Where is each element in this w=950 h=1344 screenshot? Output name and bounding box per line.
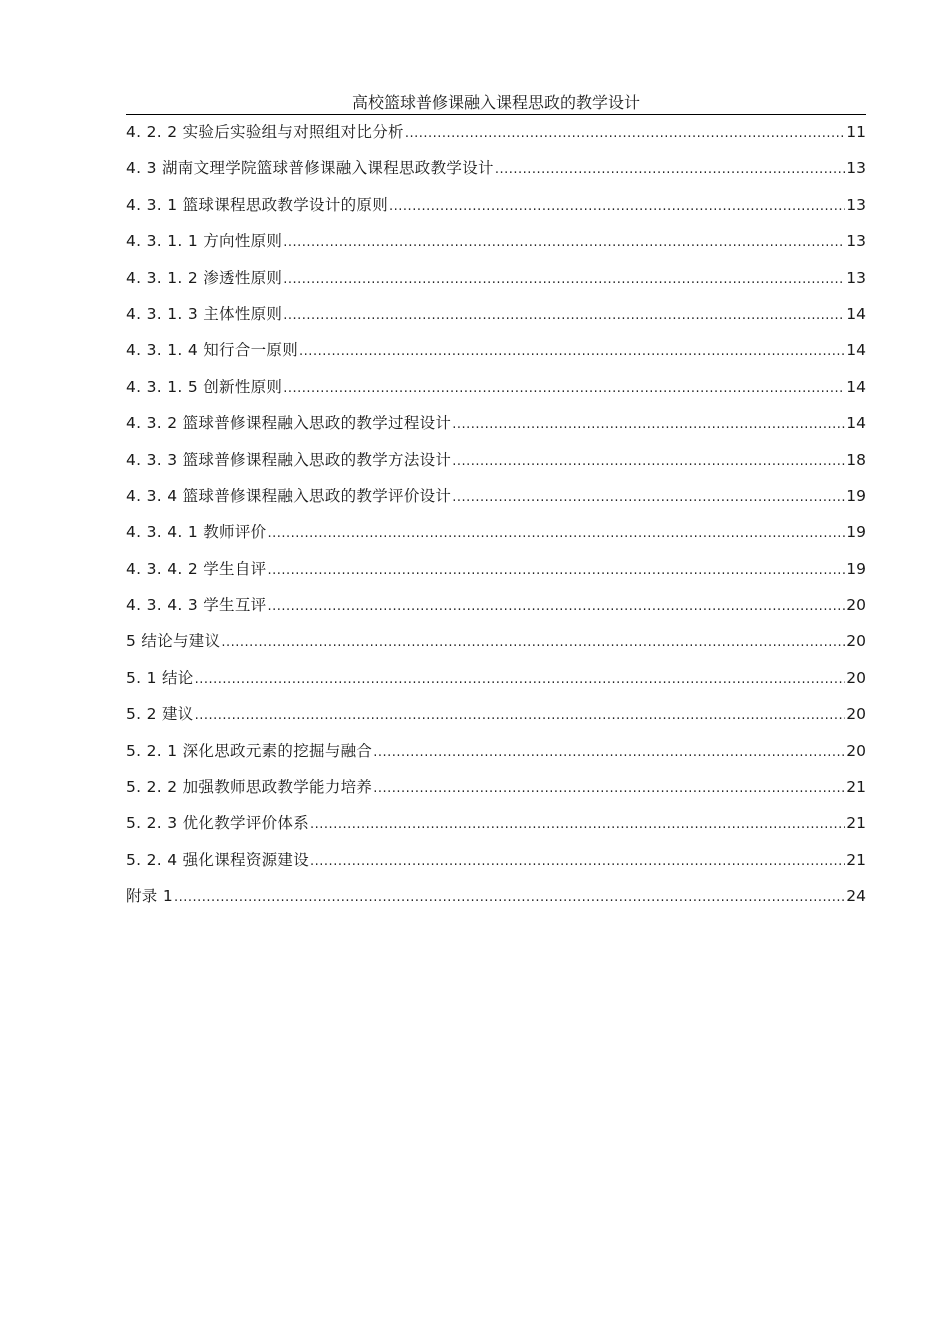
toc-dot-leader: [452, 450, 845, 474]
toc-dot-leader: [221, 631, 845, 655]
toc-dot-leader: [405, 122, 845, 146]
toc-entry[interactable]: [126, 120, 866, 156]
toc-entry-label: 5 结论与建议: [126, 632, 221, 651]
toc-entry-page-number: 14: [846, 377, 866, 396]
toc-entry[interactable]: [126, 484, 866, 520]
toc-entry-label: 附录 1: [126, 887, 173, 906]
toc-entry-label: 4. 3. 1 篮球课程思政教学设计的原则: [126, 195, 389, 214]
toc-dot-leader: [299, 340, 845, 364]
toc-entry-page-number: 13: [846, 159, 866, 178]
toc-entry-page-number: 18: [846, 450, 866, 469]
toc-entry-page-number: 14: [846, 414, 866, 433]
toc-entry[interactable]: [126, 775, 866, 811]
toc-dot-leader: [195, 704, 846, 728]
toc-entry[interactable]: [126, 702, 866, 738]
toc-entry-label: 5. 2. 2 加强教师思政教学能力培养: [126, 778, 373, 797]
toc-entry-page-number: 20: [846, 668, 866, 687]
toc-entry-label: 4. 3. 4. 1 教师评价: [126, 523, 267, 542]
toc-entry-label: 4. 3. 4 篮球普修课程融入思政的教学评价设计: [126, 486, 452, 505]
toc-entry[interactable]: [126, 375, 866, 411]
toc-entry-label: 4. 2. 2 实验后实验组与对照组对比分析: [126, 123, 404, 141]
toc-entry-label: 4. 3. 1. 5 创新性原则: [126, 377, 283, 396]
toc-dot-leader: [389, 195, 845, 219]
toc-entry-page-number: 19: [846, 559, 866, 578]
toc-dot-leader: [195, 668, 846, 692]
toc-entry-label: 4. 3. 1. 2 渗透性原则: [126, 268, 283, 287]
toc-entry[interactable]: [126, 811, 866, 847]
toc-entry[interactable]: [126, 266, 866, 302]
table-of-contents: [126, 120, 866, 921]
toc-entry-page-number: 24: [846, 887, 866, 906]
toc-entry[interactable]: [126, 448, 866, 484]
toc-dot-leader: [283, 268, 845, 292]
toc-entry[interactable]: [126, 629, 866, 665]
toc-entry-label: 4. 3. 2 篮球普修课程融入思政的教学过程设计: [126, 414, 452, 433]
toc-entry-page-number: 19: [846, 523, 866, 542]
toc-entry[interactable]: [126, 338, 866, 374]
toc-entry-label: 4. 3. 1. 1 方向性原则: [126, 232, 283, 251]
toc-entry-page-number: 13: [846, 268, 866, 287]
toc-entry-page-number: 21: [846, 850, 866, 869]
toc-entry-page-number: 19: [846, 486, 866, 505]
toc-dot-leader: [267, 595, 845, 619]
toc-entry[interactable]: [126, 884, 866, 920]
toc-entry[interactable]: [126, 193, 866, 229]
toc-entry[interactable]: [126, 848, 866, 884]
toc-entry-label: 4. 3. 3 篮球普修课程融入思政的教学方法设计: [126, 450, 452, 469]
toc-entry-label: 4. 3. 4. 2 学生自评: [126, 559, 267, 578]
toc-entry[interactable]: [126, 666, 866, 702]
toc-entry[interactable]: [126, 156, 866, 192]
toc-dot-leader: [267, 522, 845, 546]
toc-entry-page-number: 21: [846, 778, 866, 797]
toc-entry-page-number: 13: [846, 195, 866, 214]
toc-entry-page-number: 20: [846, 705, 866, 724]
toc-entry-page-number: 14: [846, 304, 866, 323]
toc-entry-page-number: 20: [846, 596, 866, 615]
toc-entry[interactable]: [126, 593, 866, 629]
toc-dot-leader: [283, 231, 845, 255]
toc-entry-label: 4. 3. 1. 4 知行合一原则: [126, 341, 299, 360]
toc-entry-label: 5. 2 建议: [126, 705, 194, 724]
toc-entry-label: 5. 2. 4 强化课程资源建设: [126, 850, 310, 869]
toc-dot-leader: [283, 377, 845, 401]
running-header: 高校篮球普修课融入课程思政的教学设计: [126, 92, 866, 115]
toc-entry-page-number: 11: [846, 123, 866, 141]
toc-dot-leader: [373, 777, 845, 801]
toc-dot-leader: [310, 813, 845, 837]
toc-dot-leader: [283, 304, 845, 328]
toc-entry-label: 4. 3. 4. 3 学生互评: [126, 596, 267, 615]
toc-entry-page-number: 13: [846, 232, 866, 251]
toc-dot-leader: [452, 413, 845, 437]
toc-entry-label: 5. 1 结论: [126, 668, 194, 687]
toc-entry-label: 4. 3. 1. 3 主体性原则: [126, 304, 283, 323]
toc-dot-leader: [373, 741, 845, 765]
toc-entry[interactable]: [126, 302, 866, 338]
toc-entry[interactable]: [126, 520, 866, 556]
toc-dot-leader: [267, 559, 845, 583]
toc-entry-label: 5. 2. 1 深化思政元素的挖掘与融合: [126, 741, 373, 760]
toc-entry-page-number: 21: [846, 814, 866, 833]
toc-entry-page-number: 14: [846, 341, 866, 360]
toc-dot-leader: [310, 850, 845, 874]
toc-entry[interactable]: [126, 229, 866, 265]
toc-dot-leader: [452, 486, 845, 510]
toc-entry[interactable]: [126, 557, 866, 593]
toc-entry-page-number: 20: [846, 741, 866, 760]
toc-entry[interactable]: [126, 411, 866, 447]
toc-dot-leader: [174, 886, 845, 910]
toc-dot-leader: [495, 158, 845, 182]
toc-entry[interactable]: [126, 739, 866, 775]
toc-entry-label: 4. 3 湖南文理学院篮球普修课融入课程思政教学设计: [126, 159, 494, 178]
toc-entry-page-number: 20: [846, 632, 866, 651]
toc-entry-label: 5. 2. 3 优化教学评价体系: [126, 814, 310, 833]
